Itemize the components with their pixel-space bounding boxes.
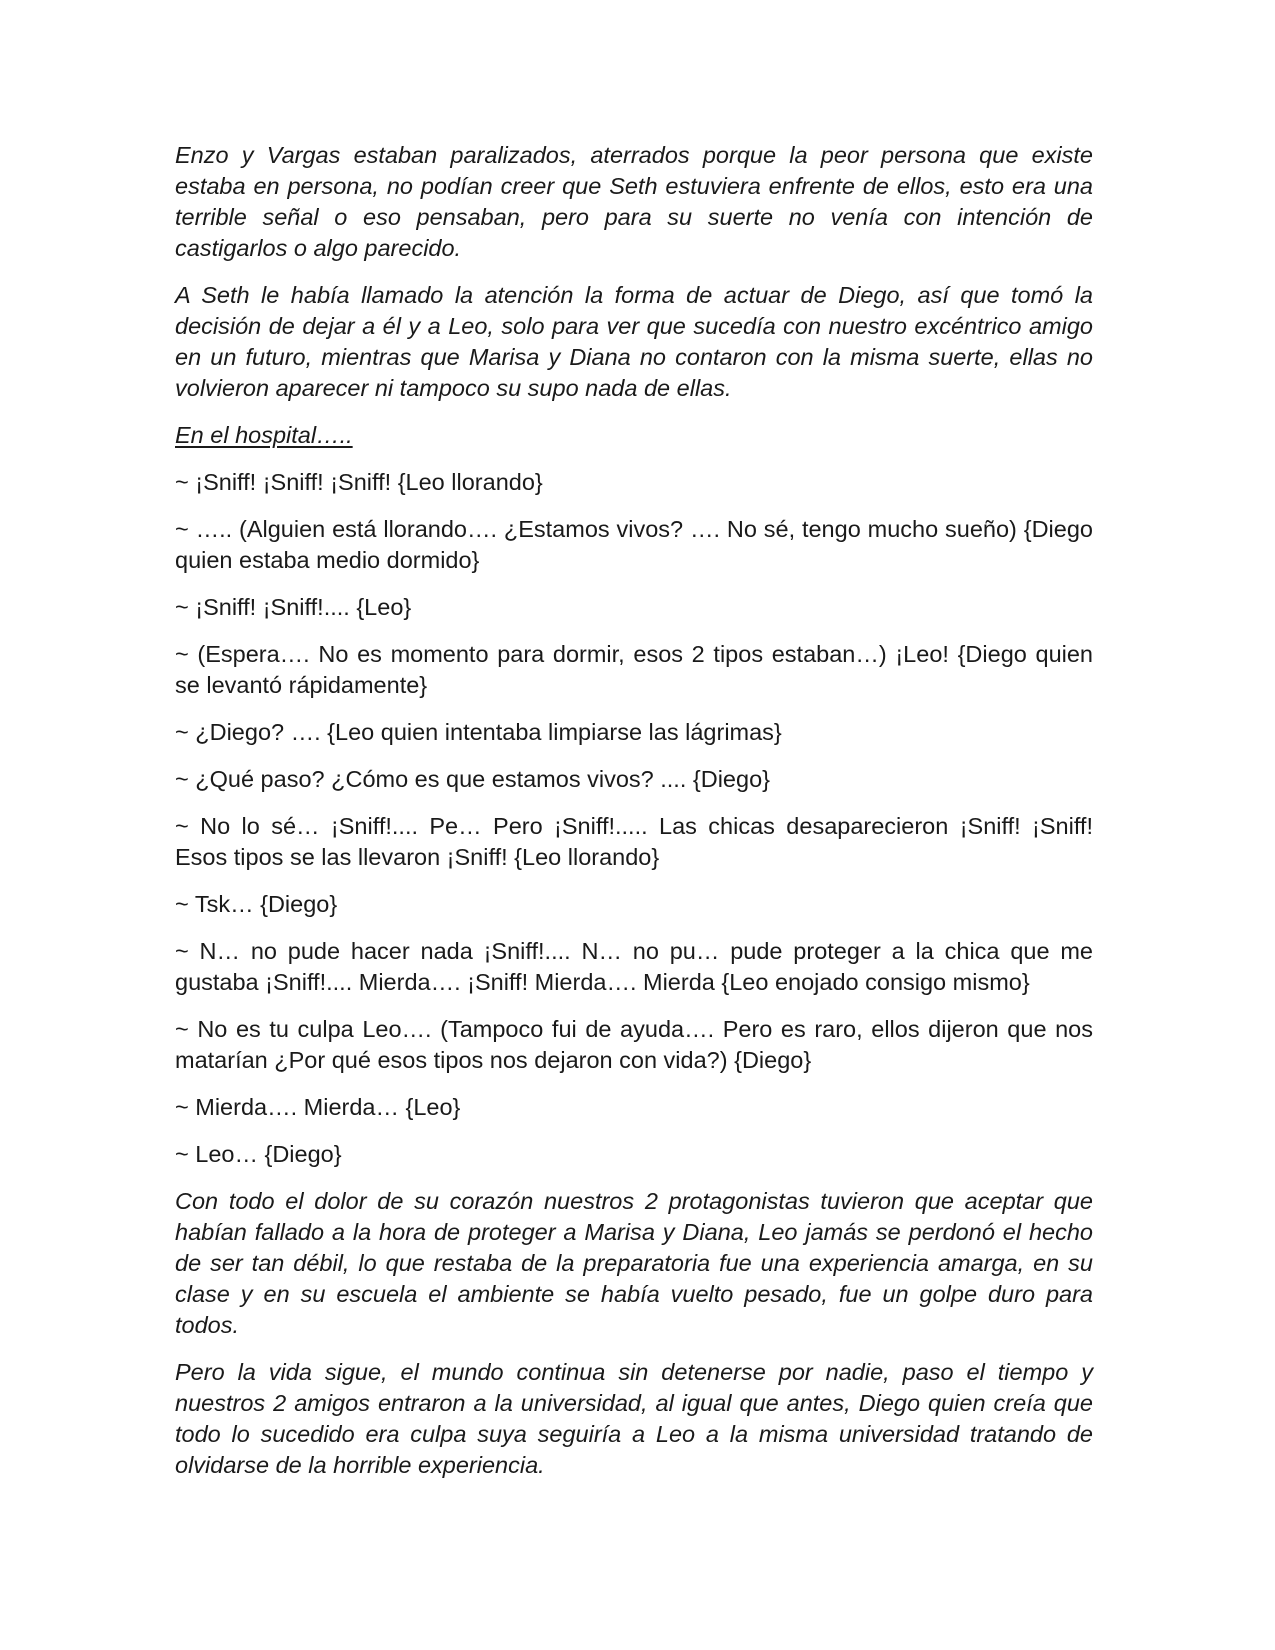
dialogue-line: ~ Mierda…. Mierda… {Leo} (175, 1094, 461, 1120)
dialogue-line: ~ Tsk… {Diego} (175, 891, 338, 917)
dialogue-line: ~ No es tu culpa Leo…. (Tampoco fui de ayuda…. Pero es raro, ellos dijeron que nos matarían ¿Por qué esos tipos nos dejaron con vida?) {Diego} (175, 1016, 1093, 1073)
narration-paragraph: Enzo y Vargas estaban paralizados, aterrados porque la peor persona que existe estaba en persona, no podían creer que Seth estuviera enfrente de ellos, esto era una terrible señal o eso pensaban, pero para su suerte no venía con intención de castigarlos o algo parecido. (175, 142, 1093, 261)
dialogue-line: ~ Leo… {Diego} (175, 1141, 342, 1167)
scene-heading: En el hospital….. (175, 422, 353, 448)
dialogue-line: ~ ¡Sniff! ¡Sniff! ¡Sniff! {Leo llorando} (175, 469, 543, 495)
dialogue-line: ~ ….. (Alguien está llorando…. ¿Estamos vivos? …. No sé, tengo mucho sueño) {Diego quien estaba medio dormido} (175, 516, 1093, 573)
document-page (175, 140, 1093, 1497)
dialogue-line: ~ (Espera…. No es momento para dormir, esos 2 tipos estaban…) ¡Leo! {Diego quien se levantó rápidamente} (175, 641, 1093, 698)
narration-paragraph: A Seth le había llamado la atención la forma de actuar de Diego, así que tomó la decisión de dejar a él y a Leo, solo para ver que sucedía con nuestro excéntrico amigo en un futuro, mientras que Marisa y Diana no contaron con la misma suerte, ellas no volvieron aparecer ni tampoco su supo nada de ellas. (175, 282, 1093, 401)
dialogue-line: ~ No lo sé… ¡Sniff!.... Pe… Pero ¡Sniff!..... Las chicas desaparecieron ¡Sniff! ¡Sniff! Esos tipos se las llevaron ¡Sniff! {Leo llorando} (175, 813, 1093, 870)
narration-paragraph: Con todo el dolor de su corazón nuestros 2 protagonistas tuvieron que aceptar que habían fallado a la hora de proteger a Marisa y Diana, Leo jamás se perdonó el hecho de ser tan débil, lo que restaba de la preparatoria fue una experiencia amarga, en su clase y en su escuela el ambiente se había vuelto pesado, fue un golpe duro para todos. (175, 1188, 1093, 1338)
narration-paragraph: Pero la vida sigue, el mundo continua sin detenerse por nadie, paso el tiempo y nuestros 2 amigos entraron a la universidad, al igual que antes, Diego quien creía que todo lo sucedido era culpa suya seguiría a Leo a la misma universidad tratando de olvidarse de la horrible experiencia. (175, 1359, 1093, 1478)
dialogue-line: ~ N… no pude hacer nada ¡Sniff!.... N… no pu… pude proteger a la chica que me gustaba ¡Sniff!.... Mierda…. ¡Sniff! Mierda…. Mierda {Leo enojado consigo mismo} (175, 938, 1093, 995)
dialogue-line: ~ ¿Diego? …. {Leo quien intentaba limpiarse las lágrimas} (175, 719, 782, 745)
dialogue-line: ~ ¿Qué paso? ¿Cómo es que estamos vivos? .... {Diego} (175, 766, 770, 792)
dialogue-line: ~ ¡Sniff! ¡Sniff!.... {Leo} (175, 594, 412, 620)
